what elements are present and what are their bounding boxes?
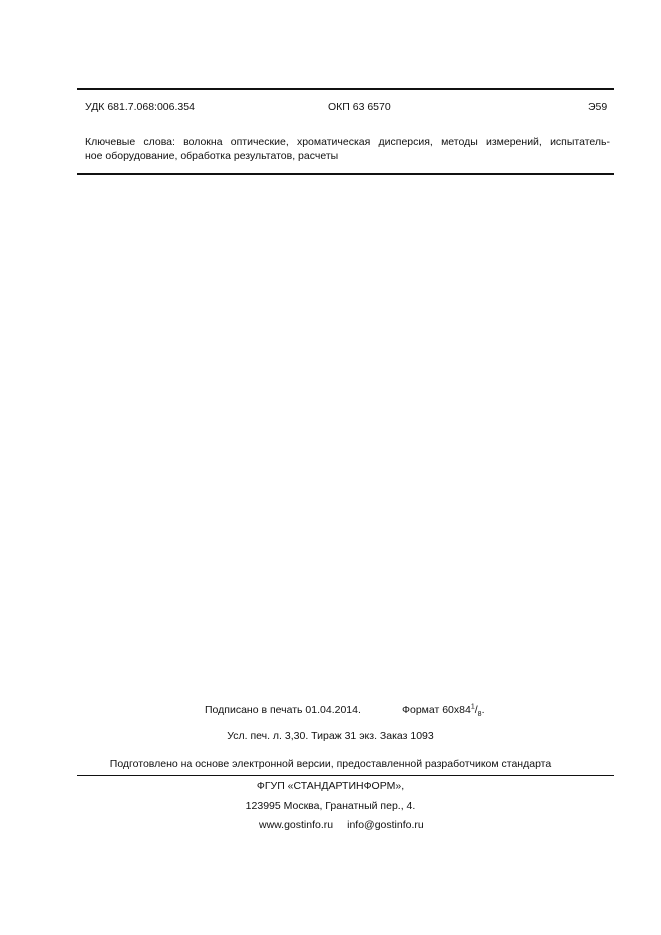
publisher-email: info@gostinfo.ru (347, 819, 424, 831)
okp-code: ОКП 63 6570 (328, 101, 391, 113)
print-format: Формат $60х84^1/_8$. (402, 703, 485, 719)
udk-code: УДК 681.7.068:006.354 (85, 101, 195, 113)
keywords-line-1: Ключевые слова: волокна оптические, хроматическая дисперсия, методы измерений, испытатель- (85, 136, 610, 148)
catalog-code: Э59 (588, 101, 608, 113)
keywords-rule (77, 173, 614, 175)
print-format-sub: 8 (477, 711, 482, 719)
publisher-name: ФГУП «СТАНДАРТИНФОРМ», (256, 780, 405, 792)
signed-date: Подписано в печать 01.04.2014. (205, 704, 361, 716)
keywords-block (85, 135, 610, 163)
publisher-contacts (259, 818, 424, 832)
keywords-line-2: ное оборудование, обработка результатов, расчеты (85, 150, 339, 162)
publisher-website: www.gostinfo.ru (259, 819, 334, 831)
print-format-sup: 1 (470, 703, 475, 711)
print-format-end: . (481, 704, 485, 716)
print-info: Усл. печ. л. 3,30. Тираж 31 экз. Заказ 1093 (227, 730, 434, 742)
prepared-note: Подготовлено на основе электронной версии, предоставленной разработчиком стандарта (109, 758, 552, 770)
print-format-label: Формат 60х84 (402, 704, 471, 716)
imprint-rule (77, 775, 614, 776)
top-rule (77, 88, 614, 90)
publisher-address: 123995 Москва, Гранатный пер., 4. (245, 800, 416, 812)
